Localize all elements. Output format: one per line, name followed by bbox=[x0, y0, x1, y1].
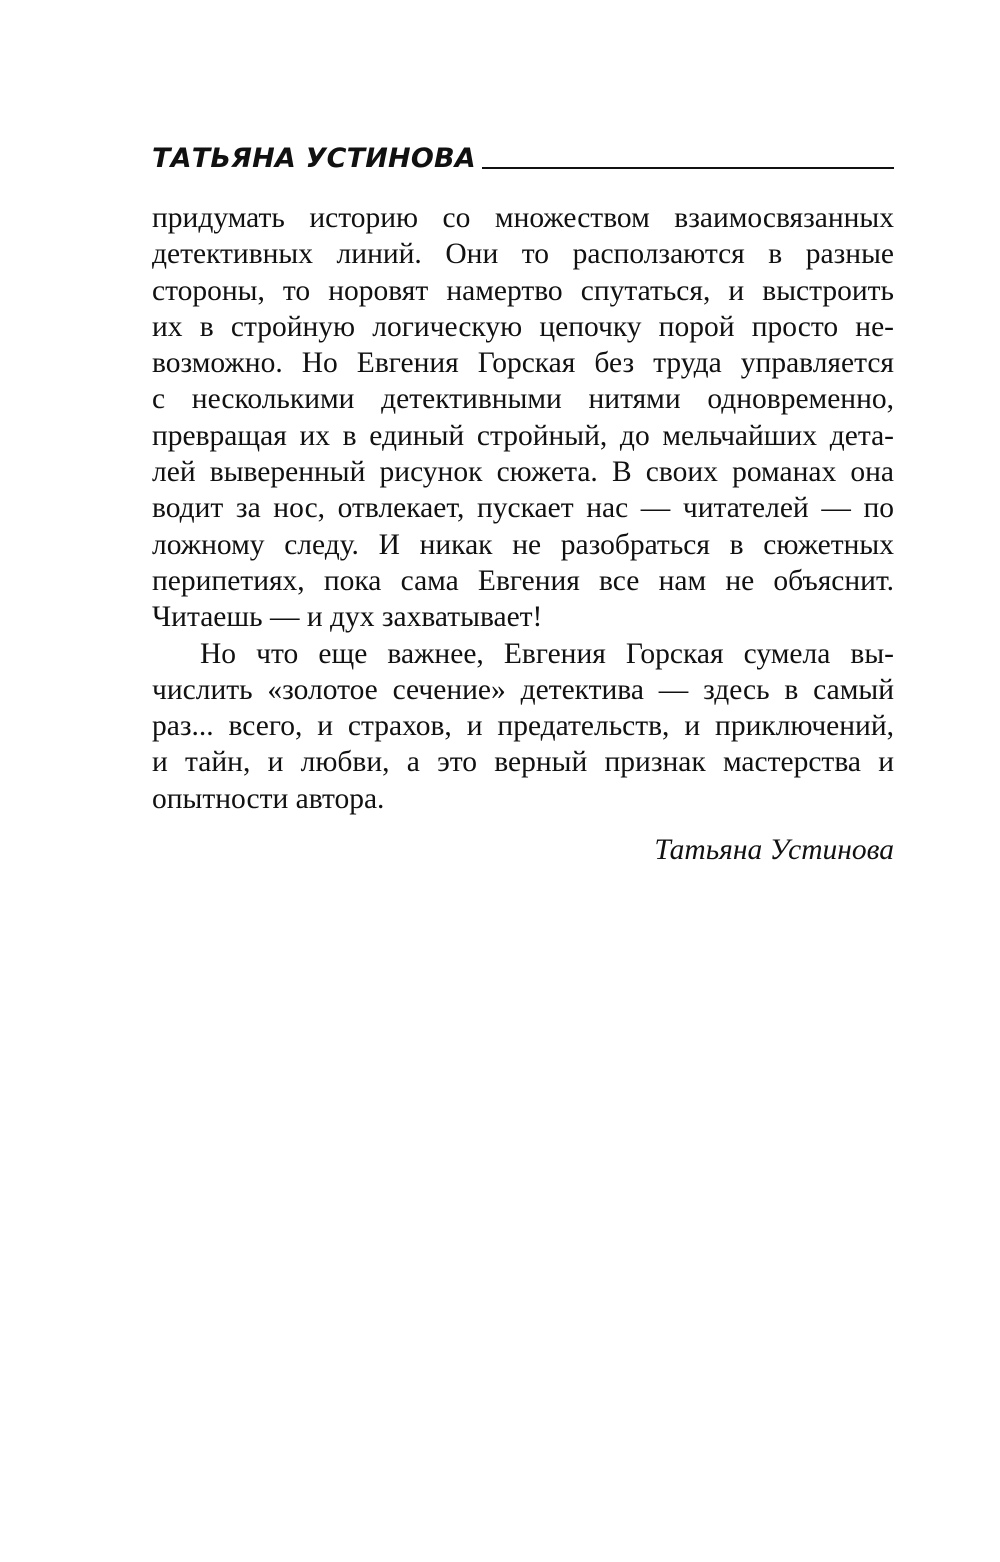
text-line: придумать историю со множеством взаимосвязанных bbox=[152, 202, 894, 234]
text-line: ложному следу. И никак не разобраться в сюжетных bbox=[152, 528, 894, 561]
text-line: водит за нос, отвлекает, пускает нас — читателей — по bbox=[152, 492, 894, 525]
paragraph-1 bbox=[152, 200, 894, 636]
text-line: возможно. Но Евгения Горская без труда управляется bbox=[152, 347, 894, 380]
text-line: и тайн, и любви, а это верный признак мастерства и bbox=[152, 746, 894, 779]
text-line: превращая их в единый стройный, до мельчайших дета- bbox=[152, 419, 894, 452]
text-line: раз... всего, и страхов, и предательств, и приключений, bbox=[152, 710, 894, 743]
body-text bbox=[152, 200, 894, 817]
text-line: с несколькими детективными нитями одновременно, bbox=[152, 383, 894, 416]
running-header-title: ТАТЬЯНА УСТИНОВА bbox=[152, 143, 476, 174]
text-line: стороны, то норовят намертво спутаться, и выстроить bbox=[152, 274, 894, 307]
text-line: детективных линий. Они то расползаются в разные bbox=[152, 238, 894, 271]
text-line: Читаешь — и дух захватывает! bbox=[152, 601, 543, 634]
text-line: лей выверенный рисунок сюжета. В своих романах она bbox=[152, 456, 894, 489]
text-line: опытности автора. bbox=[152, 782, 385, 815]
paragraph-2 bbox=[152, 636, 894, 817]
header-rule bbox=[482, 167, 894, 169]
text-line: числить «золотое сечение» детектива — здесь в самый bbox=[152, 673, 894, 706]
author-signature: Татьяна Устинова bbox=[654, 834, 894, 866]
text-line: Но что еще важнее, Евгения Горская сумела вы- bbox=[200, 637, 894, 670]
text-line: перипетиях, пока сама Евгения все нам не объяснит. bbox=[152, 564, 894, 597]
text-line: их в стройную логическую цепочку порой просто не- bbox=[152, 310, 894, 343]
running-header bbox=[152, 138, 894, 174]
